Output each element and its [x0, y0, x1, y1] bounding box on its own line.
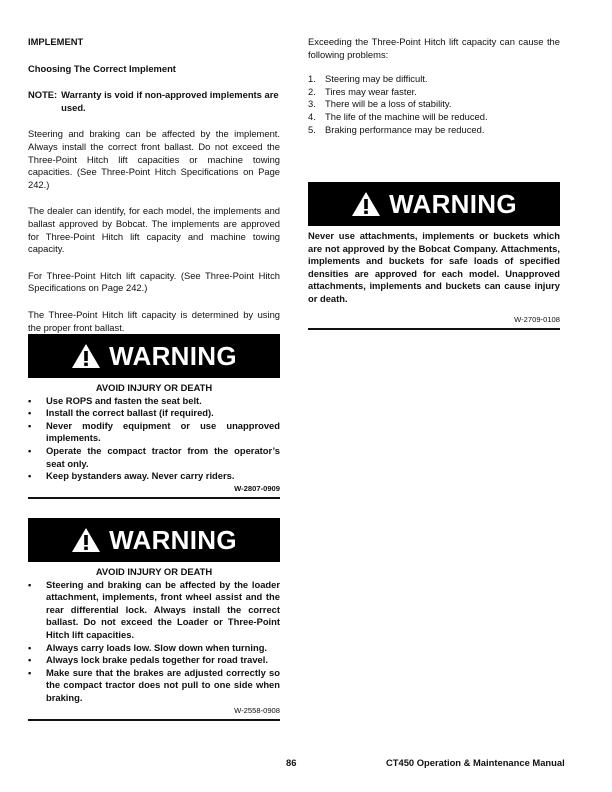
list-item: • Install the correct ballast (if required). — [28, 407, 214, 419]
warning-banner — [28, 334, 280, 378]
warning-code: W-2558-0908 — [234, 705, 280, 715]
list-item: 1. Steering may be difficult. — [308, 73, 428, 85]
list-item: 5. Braking performance may be reduced. — [308, 123, 485, 135]
list-item: • Always carry loads low. Slow down when turning. — [28, 641, 268, 653]
list-item: 3. There will be a loss of stability. — [308, 98, 452, 110]
paragraph-lift-capacity-ref: For Three-Point Hitch lift capacity. (See Three-Point Hitch Specifications on Page 242.) — [28, 269, 280, 294]
warranty-note — [28, 89, 280, 114]
warning-list — [28, 395, 280, 483]
warning-banner-text: WARNING — [389, 188, 517, 219]
warning-title: AVOID INJURY OR DEATH — [95, 566, 213, 577]
warning-title: AVOID INJURY OR DEATH — [95, 382, 213, 393]
list-item: • Use ROPS and fasten the seat belt. — [28, 394, 202, 406]
warning-text: Never use attachments, implements or buckets which are not approved by the Bobcat Company. Attachments, implements and buckets for safe loads of specified densities are approved for each model. Unapproved attachments, implements and buckets can cause injury or death. — [308, 230, 560, 304]
list-item: • Steering and braking can be affected by the loader attachment, implements, front wheel assist and the rear differential lock. Always install the correct ballast. Do not exceed the Loader or Three-Point Hitch lift capacities. — [28, 578, 280, 640]
problems-intro: Exceeding the Three-Point Hitch lift capacity can cause the following problems: — [308, 36, 560, 60]
list-item: 4. The life of the machine will be reduced. — [308, 110, 488, 122]
warning-triangle-icon — [71, 343, 101, 369]
warning-code: W-2709-0108 — [514, 314, 560, 324]
page-number: 86 — [286, 757, 297, 768]
list-item: 2. Tires may wear faster. — [308, 85, 417, 97]
note-label: NOTE: — [28, 89, 58, 101]
warning-banner — [308, 182, 560, 226]
warning-box-attachments — [308, 182, 560, 330]
warning-code: W-2807-0909 — [234, 483, 280, 493]
warning-list — [28, 579, 280, 705]
problems-list — [308, 73, 560, 136]
list-item: • Never modify equipment or use unapproved implements. — [28, 419, 280, 444]
paragraph-front-ballast: The Three-Point Hitch lift capacity is determined by using the proper front ballast. — [28, 308, 280, 333]
warning-box-rops — [28, 334, 280, 499]
list-item: • Make sure that the brakes are adjusted correctly so the compact tractor does not pull to one side when braking. — [28, 666, 280, 703]
list-item: • Keep bystanders away. Never carry riders. — [28, 470, 235, 482]
list-item: • Always lock brake pedals together for road travel. — [28, 654, 268, 666]
left-column — [28, 36, 280, 334]
warning-banner-text: WARNING — [109, 340, 237, 371]
section-heading: IMPLEMENT — [28, 36, 84, 47]
note-text: Warranty is void if non-approved implements are used. — [61, 89, 279, 113]
warning-banner-text: WARNING — [109, 524, 237, 555]
warning-box-steering — [28, 518, 280, 721]
warning-triangle-icon — [351, 191, 381, 217]
manual-title: CT450 Operation & Maintenance Manual — [386, 757, 565, 768]
right-column — [308, 36, 560, 136]
warning-banner — [28, 518, 280, 562]
subsection-heading: Choosing The Correct Implement — [28, 62, 176, 74]
list-item: • Operate the compact tractor from the operator’s seat only. — [28, 444, 280, 469]
paragraph-ballast: Steering and braking can be affected by the implement. Always install the correct front ballast. Do not exceed the Three-Point Hitch lift capacities or machine towing capacities. (See Three-Point Hitch Specifications on Page 242.) — [28, 128, 280, 190]
warning-triangle-icon — [71, 527, 101, 553]
paragraph-dealer: The dealer can identify, for each model, the implements and ballast approved by Bobcat. The implements are approved for Three-Point Hitch lift capacity and machine towing capacity. — [28, 205, 280, 255]
